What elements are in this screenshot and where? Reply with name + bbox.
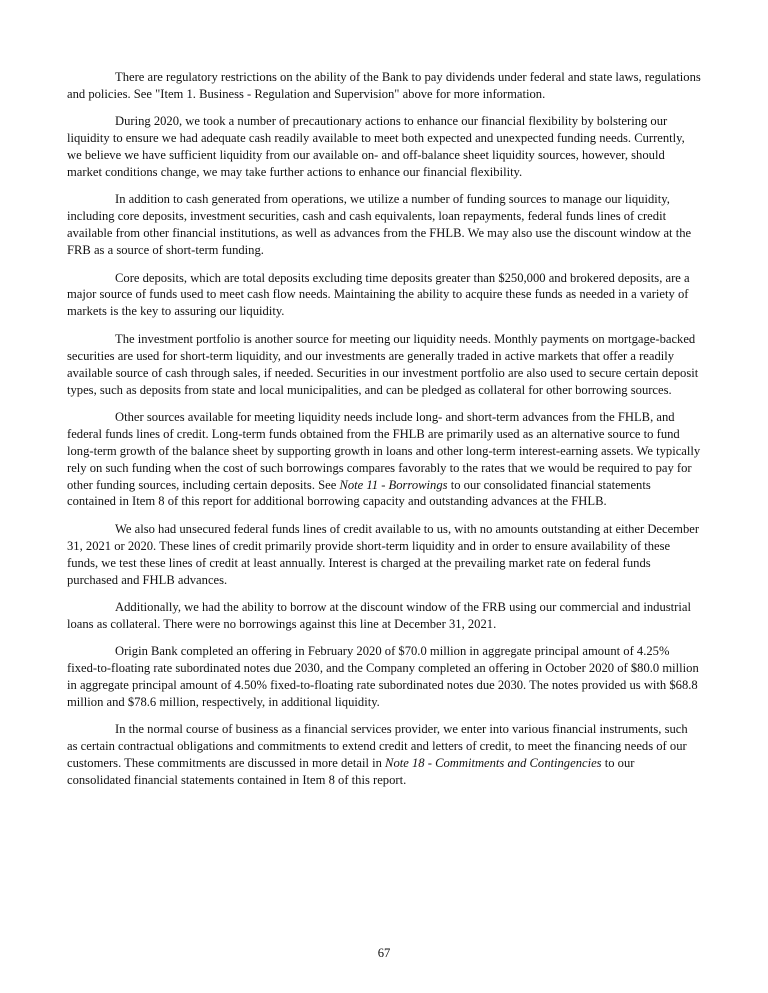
paragraph-federal-funds-lines: We also had unsecured federal funds lines of credit available to us, with no amounts outstanding at either December 31, 2021 or 2020. These lines of credit primarily provide short-term liquidity and in order to ensure availability of these funds, we test these lines of credit at least annually. Interest is charged at the prevailing market rate on federal funds purchased and FHLB advances.: [67, 521, 700, 587]
paragraph-text: In the normal course of business as a financial services provider, we enter into various financial instruments, such as certain contractual obligations and commitments to extend credit and letters of credit, to meet the financing needs of our customers. These commitments are discussed in more detail in: [67, 722, 688, 771]
paragraph-funding-sources: In addition to cash generated from operations, we utilize a number of funding sources to manage our liquidity, including core deposits, investment securities, cash and cash equivalents, loan repayments, federal funds lines of credit available from other financial institutions, as well as advances from the FHLB. We may also use the discount window at the FRB as a source of short-term funding.: [67, 192, 692, 258]
paragraph-text: to our consolidated financial statements contained in Item 8 of this report.: [67, 756, 635, 788]
note-18-commitments-reference: Note 18 - Commitments and Contingencies: [385, 756, 602, 771]
paragraph-commitments: [67, 721, 701, 789]
paragraph-discount-window: Additionally, we had the ability to borrow at the discount window of the FRB using our commercial and industrial loans as collateral. There were no borrowings against this line at December 31, 2021.: [67, 599, 691, 631]
document-page: [67, 69, 701, 800]
paragraph-dividend-restrictions: There are regulatory restrictions on the ability of the Bank to pay dividends under federal and state laws, regulations and policies. See "Item 1. Business - Regulation and Supervision" above for more information.: [67, 70, 701, 101]
paragraph-investment-portfolio: The investment portfolio is another source for meeting our liquidity needs. Monthly payments on mortgage-backed securities are used for short-term liquidity, and our investments are generally traded in active markets that offer a readily available source of cash through sales, if needed. Securities in our investment portfolio are also used to secure certain deposit types, such as deposits from state and local municipalities, and can be pledged as collateral for other borrowing sources.: [67, 331, 699, 397]
paragraph-text: Other sources available for meeting liquidity needs include long- and short-term advances from the FHLB, and federal funds lines of credit. Long-term funds obtained from the FHLB are primarily used as an alternative source to fund long-term growth of the balance sheet by supporting growth in loans and other long-term interest-earning assets. We typically rely on such funding when the cost of such borrowings compares favorably to the rates that we would be required to pay for other funding sources, including certain deposits. See: [67, 409, 701, 492]
paragraph-fhlb-advances: [67, 409, 701, 510]
paragraph-core-deposits: Core deposits, which are total deposits excluding time deposits greater than $250,000 and brokered deposits, are a major source of funds used to meet cash flow needs. Maintaining the ability to acquire these funds as needed in a variety of markets is the key to assuring our liquidity.: [67, 270, 690, 319]
paragraph-2020-precautionary-actions: During 2020, we took a number of precautionary actions to enhance our financial flexibility by bolstering our liquidity to ensure we had adequate cash readily available to meet both expected and unexpected funding needs. Currently, we believe we have sufficient liquidity from our available on- and off-balance sheet liquidity sources, however, should market conditions change, we may take further actions to enhance our financial flexibility.: [67, 114, 685, 180]
paragraph-text: to our consolidated financial statements contained in Item 8 of this report for additional borrowing capacity and outstanding advances at the FHLB.: [67, 477, 651, 509]
paragraph-subordinated-notes: Origin Bank completed an offering in February 2020 of $70.0 million in aggregate principal amount of 4.25% fixed-to-floating rate subordinated notes due 2030, and the Company completed an offering in October 2020 of $80.0 million in aggregate principal amount of 4.50% fixed-to-floating rate subordinated notes due 2030. The notes provided us with $68.8 million and $78.6 million, respectively, in additional liquidity.: [67, 644, 699, 709]
page-number: 67: [377, 946, 391, 960]
note-11-borrowings-reference: Note 11 - Borrowings: [339, 477, 448, 492]
